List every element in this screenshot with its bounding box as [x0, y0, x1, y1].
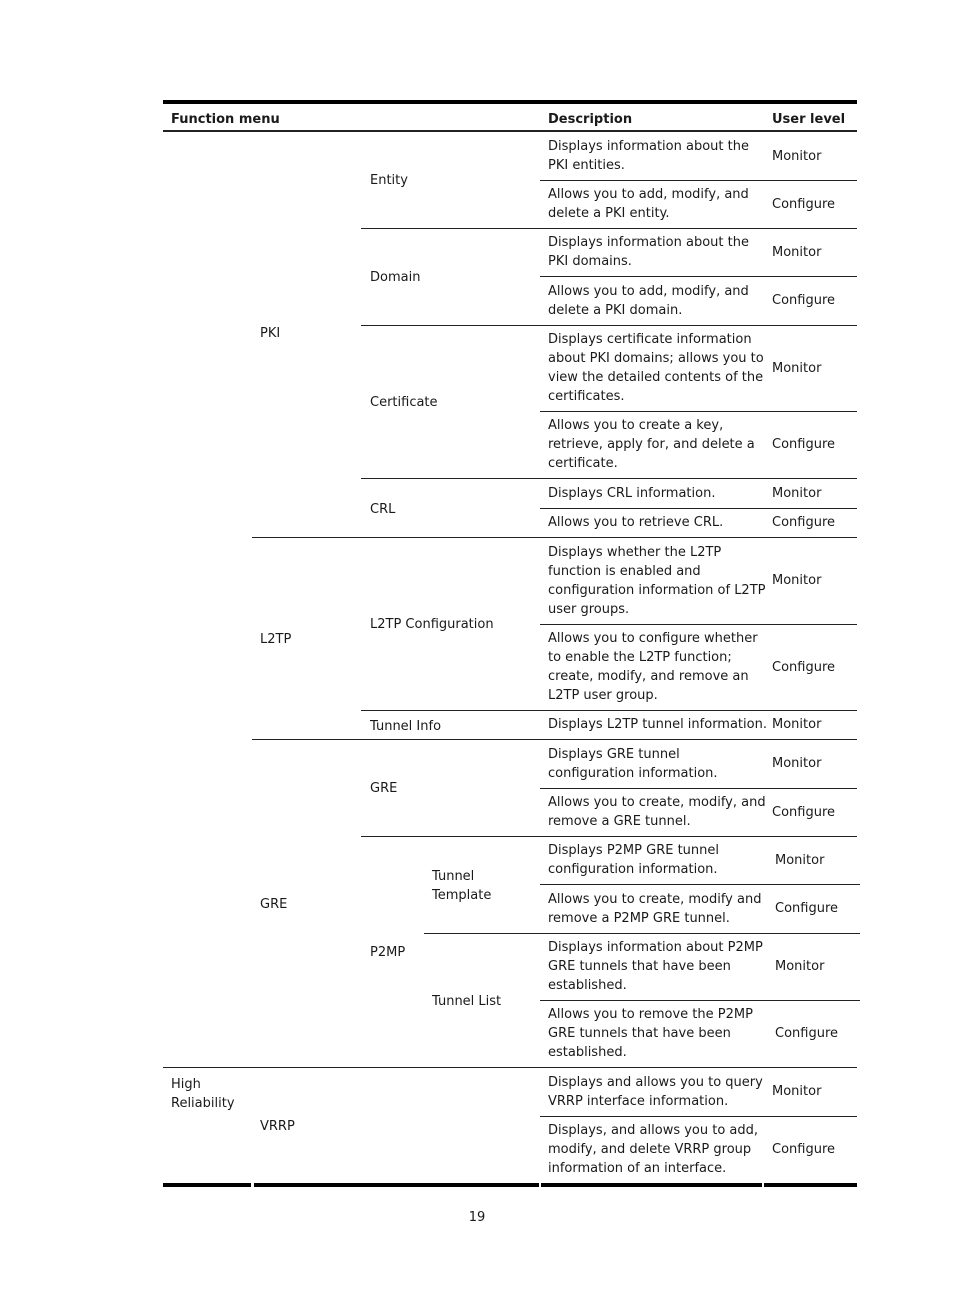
description-line: information of an interface.: [548, 1161, 727, 1176]
user-level-value: Monitor: [772, 756, 822, 771]
description-line: GRE tunnels that have been: [548, 959, 731, 974]
description-line: function is enabled and: [548, 563, 701, 579]
row-description: [548, 884, 761, 933]
header-bottom-rule: [163, 130, 857, 132]
description-line: view the detailed contents of the: [548, 370, 764, 385]
user-level-value: Configure: [772, 515, 836, 530]
row-user-level: [772, 1116, 835, 1183]
description-line: Displays information about the: [548, 235, 749, 250]
description-line: certificates.: [548, 389, 625, 404]
row-user-level: [775, 933, 824, 1000]
user-level-value: Monitor: [772, 244, 822, 260]
description-line: Displays and allows you to query: [548, 1074, 763, 1090]
description-line: GRE tunnels that have been: [548, 1026, 731, 1041]
row-description: [548, 325, 764, 411]
user-level-value: Monitor: [775, 852, 825, 868]
row-user-level: [772, 276, 835, 325]
description-line: Allows you to retrieve CRL.: [548, 515, 724, 530]
description-line: established.: [548, 1045, 627, 1060]
description-line: delete a PKI entity.: [548, 206, 670, 221]
user-level-value: Monitor: [772, 717, 822, 732]
menu-certificate: Certificate: [370, 395, 438, 410]
description-line: modify, and delete VRRP group: [548, 1142, 752, 1157]
description-line: established.: [548, 978, 627, 993]
description-line: Displays information about the: [548, 139, 749, 154]
row-user-level: [772, 624, 835, 710]
user-level-value: Monitor: [772, 573, 822, 588]
description-line: about PKI domains; allows you to: [548, 351, 764, 366]
row-user-level: [772, 537, 821, 624]
menu-pki: PKI: [260, 326, 281, 341]
description-line: Allows you to create a key,: [548, 418, 724, 433]
user-level-value: Monitor: [772, 360, 822, 376]
description-line: Allows you to create, modify and: [548, 891, 762, 907]
description-line: configuration information.: [548, 765, 718, 781]
row-user-level: [772, 411, 835, 478]
description-line: configuration information.: [548, 862, 718, 877]
row-description: [548, 933, 763, 1000]
row-description: [548, 836, 719, 884]
description-line: Allows you to remove the P2MP: [548, 1007, 753, 1022]
row-user-level: [772, 1067, 821, 1116]
description-line: Allows you to add, modify, and: [548, 187, 749, 202]
description-line: Displays whether the L2TP: [548, 544, 722, 560]
row-description: [548, 1067, 763, 1116]
description-line: Displays L2TP tunnel information.: [548, 717, 767, 732]
user-level-value: Configure: [772, 437, 836, 452]
row-description: [548, 180, 749, 228]
row-user-level: [772, 180, 835, 228]
menu-crl: CRL: [370, 502, 396, 517]
user-level-value: Configure: [772, 1142, 836, 1157]
user-level-value: Monitor: [775, 959, 825, 974]
menu-gre: GRE: [260, 897, 288, 912]
page-number: 19: [468, 1210, 486, 1225]
row-user-level: [772, 478, 821, 508]
row-user-level: [772, 788, 835, 836]
description-line: L2TP user group.: [548, 688, 658, 703]
table-top-rule: [163, 100, 857, 104]
user-level-value: Configure: [772, 804, 836, 820]
menu-domain: Domain: [370, 270, 421, 285]
header-function-menu: Function menu: [171, 112, 280, 127]
menu-label-line: Template: [432, 888, 492, 903]
menu-label-line: Tunnel: [432, 869, 475, 884]
description-line: user groups.: [548, 601, 630, 617]
menu-tunnel-info: Tunnel Info: [370, 719, 442, 734]
description-line: retrieve, apply for, and delete a: [548, 437, 755, 452]
user-level-value: Configure: [775, 1026, 839, 1041]
user-level-value: Configure: [772, 659, 836, 675]
description-line: remove a GRE tunnel.: [548, 814, 691, 829]
table-bottom-rule: [764, 1183, 857, 1187]
row-description: [548, 276, 749, 325]
row-user-level: [772, 325, 821, 411]
description-line: Displays CRL information.: [548, 485, 716, 501]
user-level-value: Monitor: [772, 1084, 822, 1099]
menu-high-reliability: [171, 1074, 235, 1114]
description-line: Allows you to configure whether: [548, 631, 758, 646]
row-description: [548, 710, 767, 739]
menu-label-line: Reliability: [171, 1096, 235, 1111]
row-user-level: [775, 836, 824, 884]
row-user-level: [772, 132, 821, 180]
row-user-level: [775, 884, 838, 933]
description-line: delete a PKI domain.: [548, 302, 683, 318]
description-line: Displays GRE tunnel: [548, 746, 680, 762]
menu-gre-tunnel: GRE: [370, 781, 398, 796]
row-description: [548, 411, 755, 478]
row-user-level: [772, 710, 821, 739]
row-description: [548, 132, 749, 180]
menu-tunnel-template: [432, 866, 491, 906]
table-bottom-rule: [163, 1183, 251, 1187]
description-line: PKI entities.: [548, 158, 625, 173]
row-description: [548, 1116, 758, 1183]
description-line: to enable the L2TP function;: [548, 650, 732, 665]
header-description: Description: [548, 112, 633, 127]
description-line: Allows you to create, modify, and: [548, 795, 766, 810]
row-description: [548, 508, 723, 537]
table-bottom-rule: [254, 1183, 539, 1187]
row-description: [548, 1000, 753, 1067]
menu-label-line: High: [171, 1077, 201, 1092]
description-line: configuration information of L2TP: [548, 582, 766, 598]
row-user-level: [772, 508, 835, 537]
user-level-value: Configure: [775, 901, 839, 916]
description-line: Displays information about P2MP: [548, 940, 763, 955]
row-description: [548, 624, 758, 710]
row-description: [548, 478, 715, 508]
menu-l2tp-configuration: L2TP Configuration: [370, 617, 494, 632]
description-line: PKI domains.: [548, 254, 632, 269]
user-level-value: Configure: [772, 196, 836, 212]
table-bottom-rule: [541, 1183, 762, 1187]
menu-p2mp: P2MP: [370, 945, 406, 960]
description-line: Displays, and allows you to add,: [548, 1123, 759, 1138]
row-user-level: [772, 228, 821, 276]
description-line: create, modify, and remove an: [548, 669, 749, 684]
menu-vrrp: VRRP: [260, 1119, 295, 1134]
description-line: Displays P2MP GRE tunnel: [548, 843, 719, 858]
description-line: Displays certificate information: [548, 332, 752, 347]
row-description: [548, 739, 718, 788]
user-level-value: Monitor: [772, 148, 822, 164]
user-level-value: Configure: [772, 293, 836, 308]
row-user-level: [772, 739, 821, 788]
menu-entity: Entity: [370, 173, 408, 188]
menu-tunnel-list: Tunnel List: [432, 994, 502, 1009]
description-line: Allows you to add, modify, and: [548, 283, 749, 299]
menu-l2tp: L2TP: [260, 632, 292, 647]
row-description: [548, 788, 766, 836]
user-level-value: Monitor: [772, 485, 822, 501]
row-description: [548, 228, 749, 276]
row-user-level: [775, 1000, 838, 1067]
description-line: certificate.: [548, 456, 618, 471]
row-description: [548, 537, 765, 624]
description-line: VRRP interface information.: [548, 1093, 729, 1109]
description-line: remove a P2MP GRE tunnel.: [548, 910, 730, 926]
header-user-level: User level: [772, 112, 846, 127]
